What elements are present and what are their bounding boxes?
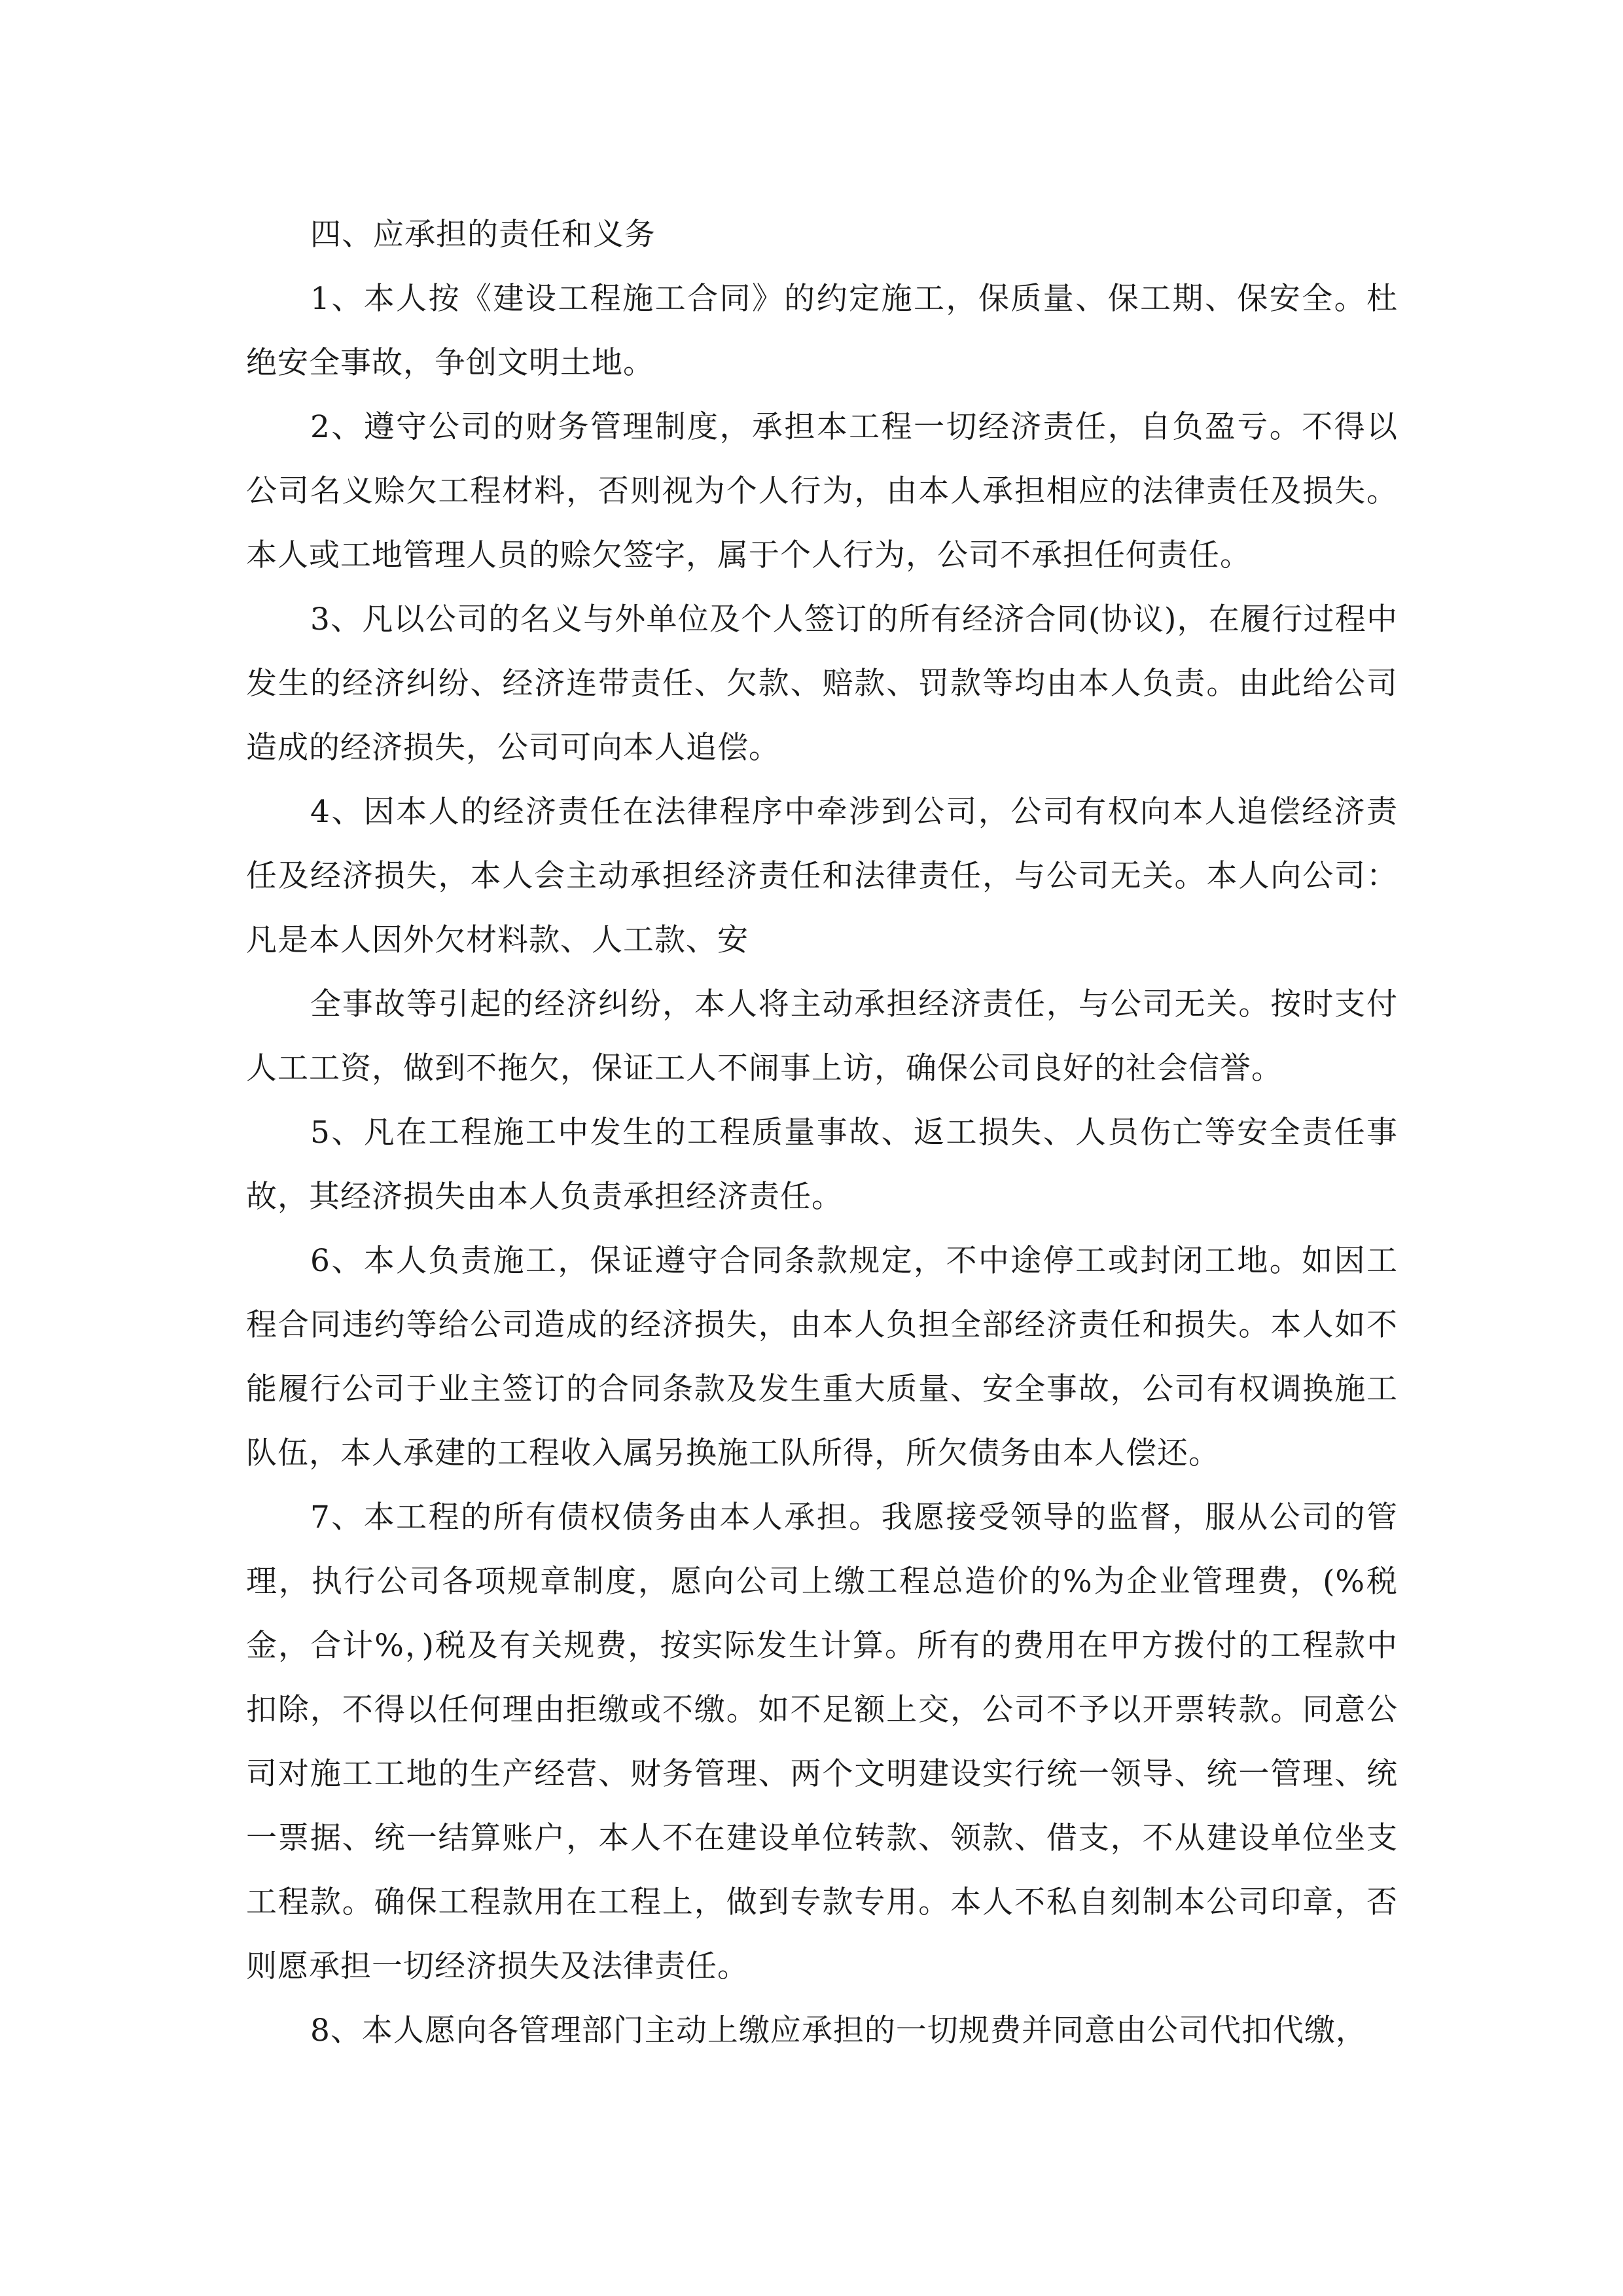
paragraph-6: 6、本人负责施工，保证遵守合同条款规定，不中途停工或封闭工地。如因工程合同违约等给公司造成的经济损失，由本人负担全部经济责任和损失。本人如不能履行公司于业主签订的合同条款及发生重大质量、安全事故，公司有权调换施工队伍，本人承建的工程收入属另换施工队所得，所欠债务由本人偿还。	[246, 1243, 1398, 1471]
paragraph-5: 5、凡在工程施工中发生的工程质量事故、返工损失、人员伤亡等安全责任事故，其经济损失由本人负责承担经济责任。	[246, 1115, 1398, 1215]
section-heading: 四、应承担的责任和义务	[310, 217, 656, 253]
paragraph-2: 2、遵守公司的财务管理制度，承担本工程一切经济责任，自负盈亏。不得以公司名义赊欠工程材料，否则视为个人行为，由本人承担相应的法律责任及损失。本人或工地管理人员的赊欠签字，属于个人行为，公司不承担任何责任。	[246, 409, 1398, 573]
paragraph-8: 8、本人愿向各管理部门主动上缴应承担的一切规费并同意由公司代扣代缴，	[310, 2013, 1367, 2049]
paragraph-7: 7、本工程的所有债权债务由本人承担。我愿接受领导的监督，服从公司的管理，执行公司各项规章制度，愿向公司上缴工程总造价的%为企业管理费，(%税金，合计%，)税及有关规费，按实际发生计算。所有的费用在甲方拨付的工程款中扣除，不得以任何理由拒缴或不缴。如不足额上交，公司不予以开票转款。同意公司对施工工地的生产经营、财务管理、两个文明建设实行统一领导、统一管理、统一票据、统一结算账户，本人不在建设单位转款、领款、借支，不从建设单位坐支工程款。确保工程款用在工程上，做到专款专用。本人不私自刻制本公司印章，否则愿承担一切经济损失及法律责任。	[246, 1499, 1398, 1984]
paragraph-1: 1、本人按《建设工程施工合同》的约定施工，保质量、保工期、保安全。杜绝安全事故，争创文明土地。	[246, 281, 1398, 381]
paragraph-3: 3、凡以公司的名义与外单位及个人签订的所有经济合同(协议)，在履行过程中发生的经济纠纷、经济连带责任、欠款、赔款、罚款等均由本人负责。由此给公司造成的经济损失，公司可向本人追偿。	[246, 601, 1398, 766]
paragraph-4: 4、因本人的经济责任在法律程序中牵涉到公司，公司有权向本人追偿经济责任及经济损失，本人会主动承担经济责任和法律责任，与公司无关。本人向公司：凡是本人因外欠材料款、人工款、安	[246, 794, 1398, 958]
document-body	[246, 203, 1398, 2063]
paragraph-4-continued: 全事故等引起的经济纠纷，本人将主动承担经济责任，与公司无关。按时支付人工工资，做到不拖欠，保证工人不闹事上访，确保公司良好的社会信誉。	[246, 986, 1398, 1086]
